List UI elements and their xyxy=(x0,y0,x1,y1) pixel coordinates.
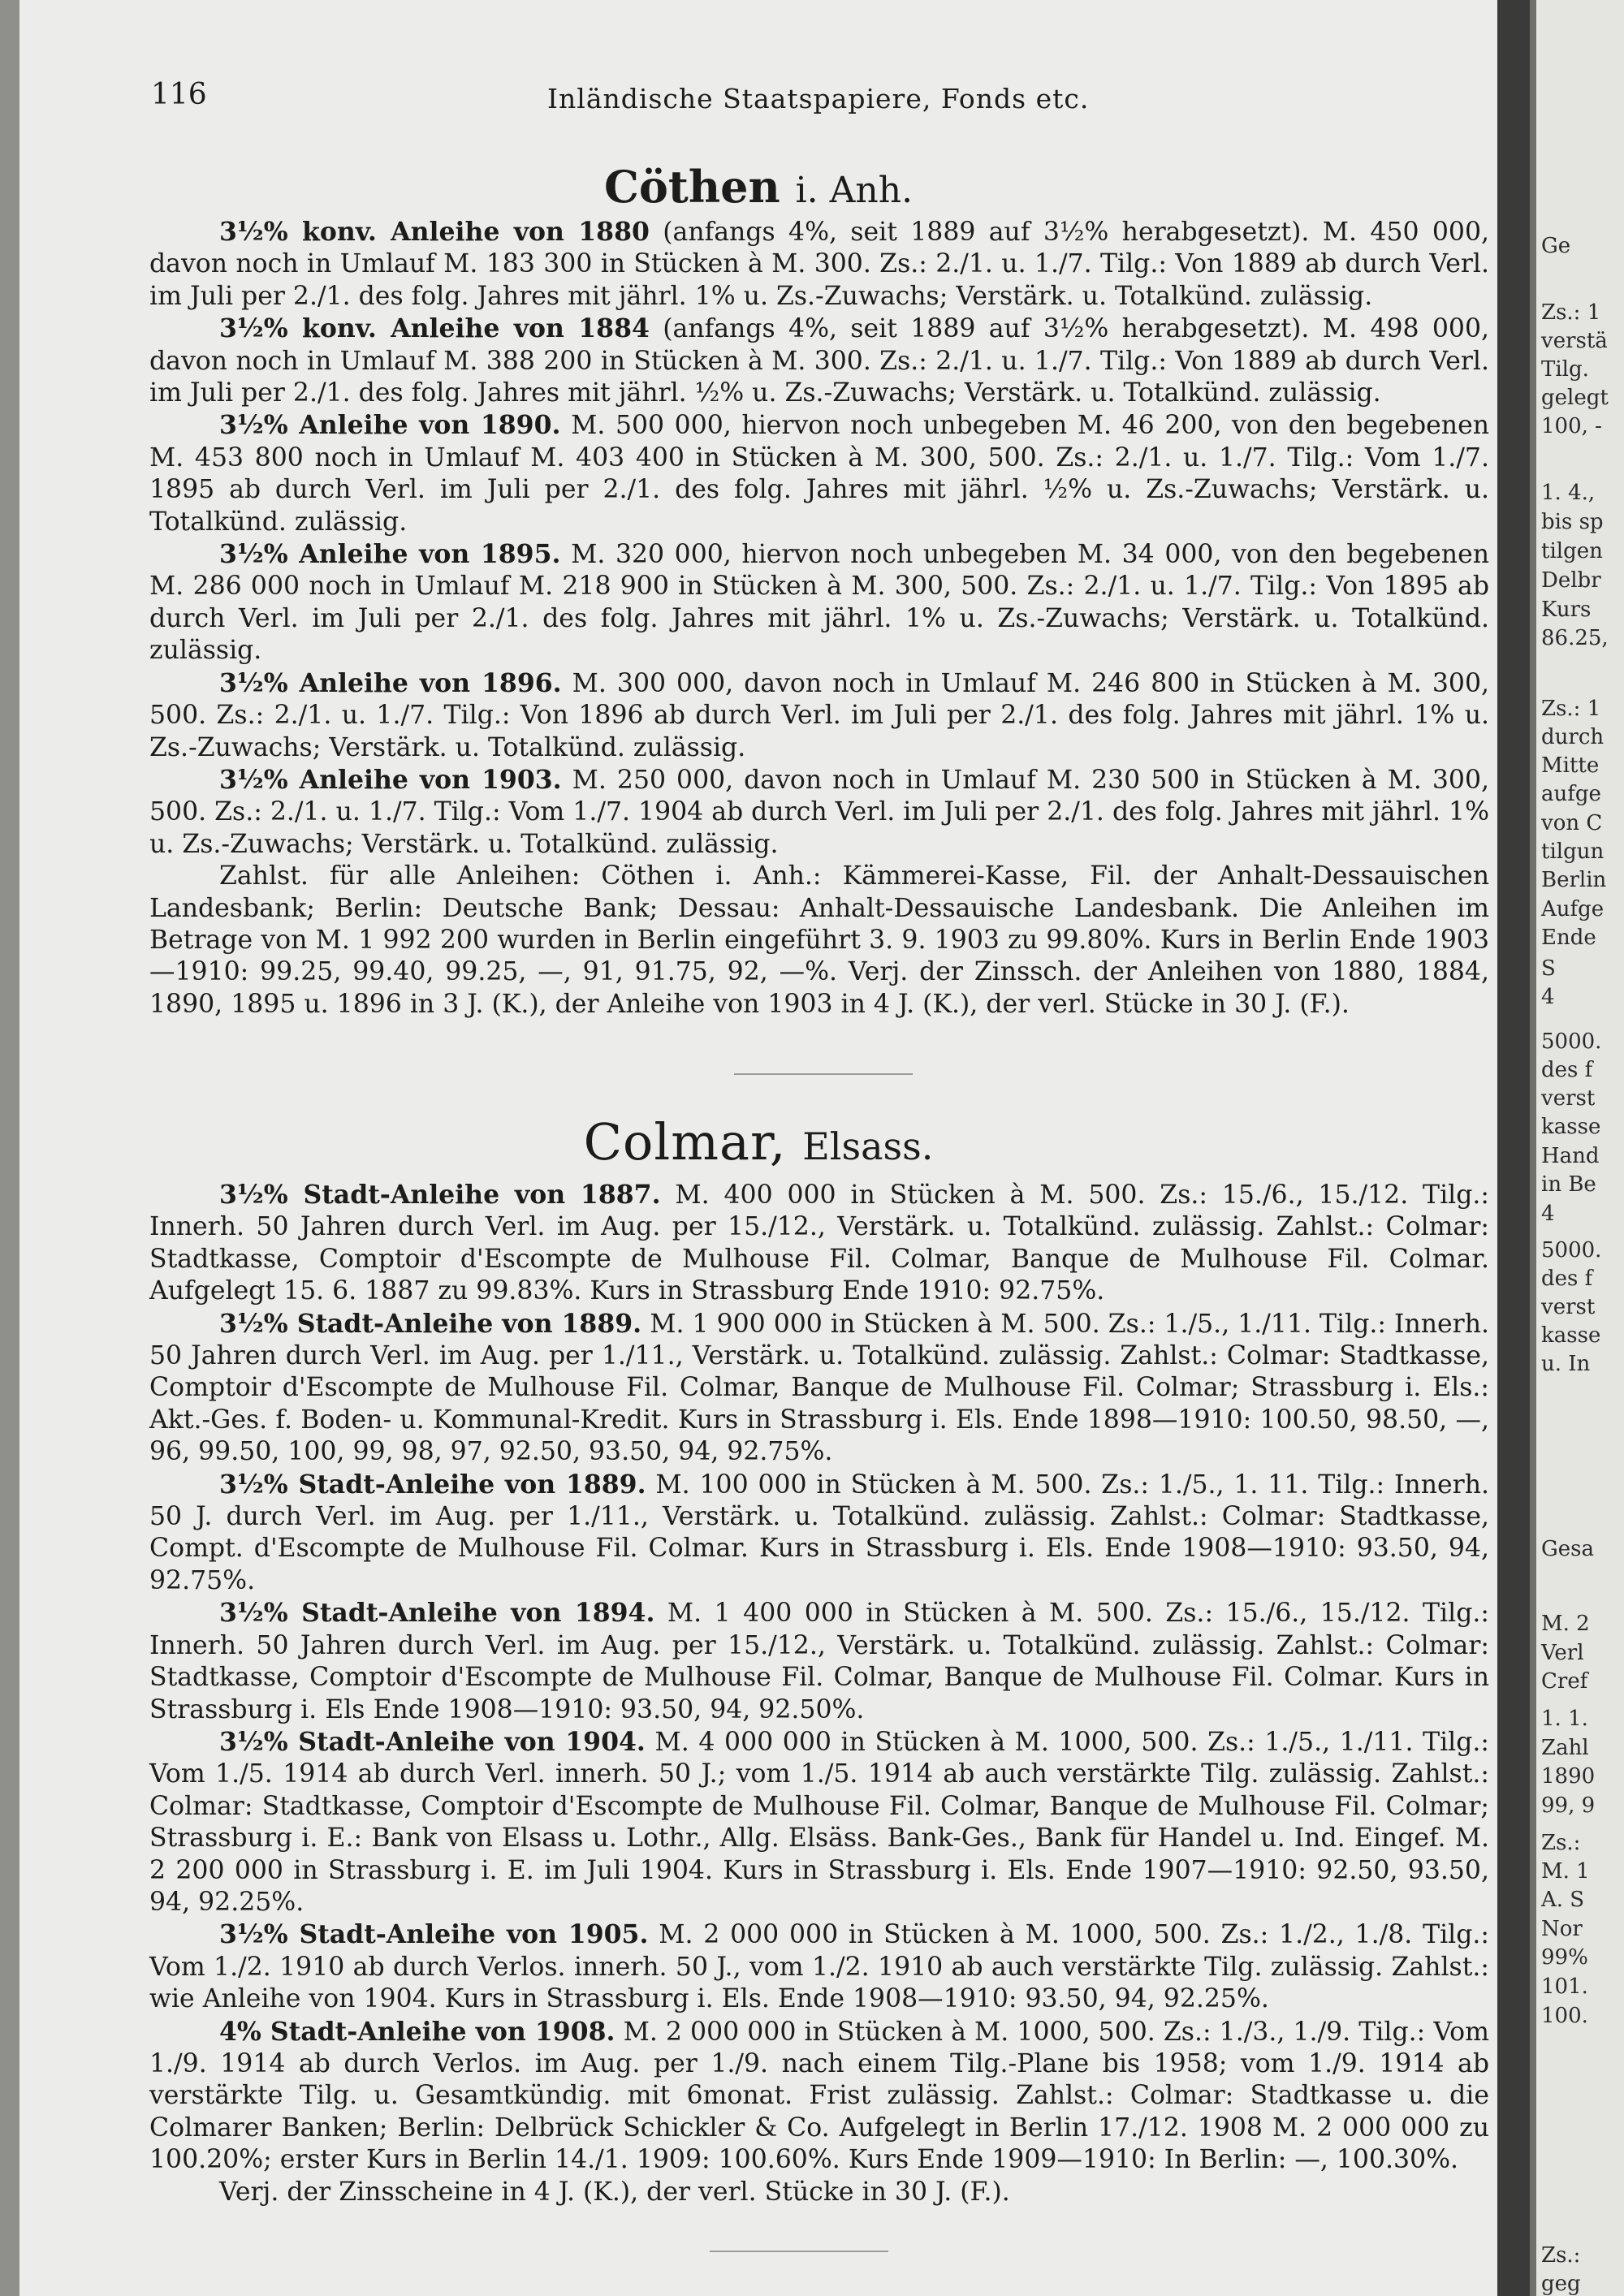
loan-text: M. 300 000, davon noch in Umlauf M. 246 800 in Stücken à M. 300, 500. Zs.: 2./1. u. 1./7. Tilg.: Von 1896 ab durch Verl. im Juli per 2./1. des folg. Jahres mit jährl. 1% u. Zs.-Zuwachs; Verstärk. u. Totalkünd. zulässig. xyxy=(149,668,1490,762)
running-title: Inländische Staatspapiere, Fonds etc. xyxy=(547,83,1090,114)
facing-page-fragment-line: 5000. xyxy=(1541,1238,1602,1262)
facing-page-fragment-line: Ende xyxy=(1541,926,1596,950)
facing-page-fragment-line: 86.25, xyxy=(1541,626,1609,650)
section-title-coethen xyxy=(19,161,1497,213)
book-page xyxy=(19,0,1497,2296)
loan-heading: Stadt-Anleihe von 1908. xyxy=(270,2016,615,2047)
facing-page-fragment-line: tilgen xyxy=(1541,539,1603,563)
loan-heading: Stadt-Anleihe von 1889. xyxy=(296,1308,642,1339)
loan-entry xyxy=(149,216,1489,313)
loan-text: M. 500 000, hiervon noch unbegeben M. 46 200, von den begebenen M. 453 800 noch in Umlauf M. 403 400 in Stücken à M. 300, 500. Zs.: 2./1. u. 1./7. Tilg.: Vom 1./7. 1895 ab durch Verl. im Juli per 2./1. des folg. Jahres mit jährl. ½% u. Zs.-Zuwachs; Verstärk. u. Totalkünd. zulässig. xyxy=(149,411,1490,537)
loan-text: (anfangs 4%, seit 1889 auf 3½% herabgesetzt). M. 450 000, davon noch in Umlauf M. 183 300 in Stücken à M. 300. Zs.: 2./1. u. 1./7. Tilg.: Von 1889 ab durch Verl. im Juli per 2./1. des folg. Jahres mit jährl. 1% u. Zs.-Zuwachs; Verstärk. u. Totalkünd. zulässig. xyxy=(149,218,1490,311)
loan-rate: 4% xyxy=(219,2016,261,2047)
section-note: Verj. der Zinsscheine in 4 J. (K.), der verl. Stücke in 30 J. (F.). xyxy=(219,2177,1010,2207)
loan-entry xyxy=(149,1597,1489,1726)
loan-entry xyxy=(149,1179,1489,1308)
facing-page-fragment-line: verstä xyxy=(1541,329,1608,353)
facing-page-fragment-line: aufge xyxy=(1541,782,1601,806)
loan-heading: Anleihe von 1903. xyxy=(299,764,562,795)
facing-page-fragment-line: Zs.: xyxy=(1541,1831,1581,1855)
facing-page-fragment-line: Kurs xyxy=(1541,598,1592,622)
facing-page-fragment xyxy=(1536,0,1624,2296)
loan-text: M. 400 000 in Stücken à M. 500. Zs.: 15./6., 15./12. Tilg.: Innerh. 50 Jahren durch Verl. im Aug. per 15./12., Verstärk. u. Totalkünd. zulässig. Zahlst.: Colmar: Stadtkasse, Comptoir d'Escompte de Mulhouse Fil. Colmar, Banque de Mulhouse Fil. Colmar. Aufgelegt 15. 6. 1887 zu 99.83%. Kurs in Strassburg Ende 1910: 92.75%. xyxy=(149,1180,1490,1306)
facing-page-fragment-line: 99% xyxy=(1541,1945,1588,1970)
facing-page-fragment-line: Zahl xyxy=(1541,1736,1589,1760)
facing-page-fragment-line: 1. 4., xyxy=(1541,481,1596,505)
facing-page-fragment-line: M. 1 xyxy=(1541,1859,1590,1884)
facing-page-fragment-line: durch xyxy=(1541,725,1605,749)
facing-page-fragment-line: Zs.: 1 xyxy=(1541,300,1601,325)
loan-rate: 3½% xyxy=(219,410,288,441)
facing-page-fragment-line: Verl xyxy=(1541,1641,1584,1665)
facing-page-fragment-line: in Be xyxy=(1541,1172,1596,1197)
loan-heading: konv. Anleihe von 1884 xyxy=(302,313,650,344)
facing-page-fragment-line: Hand xyxy=(1541,1144,1600,1168)
facing-page-fragment-line: Ge xyxy=(1541,234,1571,258)
facing-page-fragment-line: Mitte xyxy=(1541,753,1600,778)
loan-rate: 3½% xyxy=(219,1598,288,1629)
section-divider xyxy=(710,2251,888,2252)
loan-entry xyxy=(149,1726,1489,1918)
facing-page-fragment-line: S xyxy=(1541,956,1556,981)
section-title-name: Colmar, xyxy=(583,1112,787,1172)
facing-page-fragment-line: tilgun xyxy=(1541,839,1605,864)
facing-page-fragment-line: Zs.: xyxy=(1541,2243,1581,2268)
section-title-subtitle: i. Anh. xyxy=(795,170,914,211)
facing-page-fragment-line: 4 xyxy=(1541,985,1555,1009)
loan-rate: 3½% xyxy=(219,667,288,698)
loan-heading: Stadt-Anleihe von 1894. xyxy=(301,1598,655,1629)
facing-page-fragment-line: Nor xyxy=(1541,1917,1583,1941)
loan-text: M. 2 000 000 in Stücken à M. 1000, 500. Zs.: 1./2., 1./8. Tilg.: Vom 1./2. 1910 ab durch Verlos. innerh. 50 J., vom 1./2. 1910 ab auch verstärkte Tilg. zulässig. Zahlst.: wie Anleihe von 1904. Kurs in Strassburg i. Els. Ende 1908—1910: 93.50, 94, 92.25%. xyxy=(149,1920,1490,2014)
loan-rate: 3½% xyxy=(219,1469,288,1500)
facing-page-fragment-line: kasse xyxy=(1541,1323,1601,1348)
loan-entry xyxy=(149,1469,1489,1598)
loan-text: M. 100 000 in Stücken à M. 500. Zs.: 1./5., 1. 11. Tilg.: Innerh. 50 J. durch Verl. im Aug. per 1./11., Verstärk. u. Totalkünd. zulässig. Zahlst.: Colmar: Stadtkasse, Compt. d'Escompte de Mulhouse Fil. Colmar. Kurs in Strassburg i. Els. Ende 1908—1910: 93.50, 94, 92.75%. xyxy=(149,1470,1490,1595)
section-title-subtitle: Elsass. xyxy=(802,1124,934,1168)
facing-page-fragment-line: 4 xyxy=(1541,1202,1555,1226)
loan-rate: 3½% xyxy=(219,1919,288,1950)
loan-entry xyxy=(149,764,1489,861)
facing-page-fragment-line: 99, 9 xyxy=(1541,1793,1596,1818)
loan-rate: 3½% xyxy=(219,1308,288,1339)
loan-entry xyxy=(149,1918,1489,2015)
facing-page-fragment-line: des f xyxy=(1541,1058,1593,1082)
page-number: 116 xyxy=(151,78,207,111)
facing-page-fragment-line: M. 2 xyxy=(1541,1612,1590,1636)
loan-text: M. 4 000 000 in Stücken à M. 1000, 500. Zs.: 1./5., 1./11. Tilg.: Vom 1./5. 1914 ab durch Verl. innerh. 50 J.; vom 1./5. 1914 ab auch verstärkte Tilg. zulässig. Zahlst.: Colmar: Stadtkasse, Comptoir d'Escompte de Mulhouse Fil. Colmar, Banque de Mulhouse Fil. Colmar; Strassburg i. E.: Bank von Elsass u. Lothr., Allg. Elsäss. Bank-Ges., Bank für Handel u. Ind. Eingef. M. 2 200 000 in Strassburg i. E. im Juli 1904. Kurs in Strassburg i. Els. Ende 1907—1910: 92.50, 93.50, 94, 92.25%. xyxy=(149,1727,1490,1917)
facing-page-fragment-line: verst xyxy=(1541,1086,1596,1111)
loan-text: M. 1 400 000 in Stücken à M. 500. Zs.: 15./6., 15./12. Tilg.: Innerh. 50 Jahren durch Verl. im Aug. per 15./12., Verstärk. u. Totalkünd. zulässig. Zahlst.: Colmar: Stadtkasse, Comptoir d'Escompte de Mulhouse Fil. Colmar, Banque de Mulhouse Fil. Colmar. Kurs in Strassburg i. Els Ende 1908—1910: 93.50, 94, 92.50%. xyxy=(149,1599,1489,1724)
facing-page-fragment-line: Berlin xyxy=(1541,868,1607,892)
loan-rate: 3½% xyxy=(219,1180,288,1210)
loan-heading: Stadt-Anleihe von 1887. xyxy=(303,1180,661,1210)
facing-page-fragment-line: von C xyxy=(1541,811,1603,835)
facing-page-fragment-line: u. In xyxy=(1541,1352,1591,1376)
loan-heading: Stadt-Anleihe von 1905. xyxy=(299,1919,649,1950)
facing-page-fragment-line: Tilg. xyxy=(1541,357,1589,382)
loan-entry xyxy=(149,538,1489,667)
facing-page-fragment-line: 100, - xyxy=(1541,414,1602,438)
scan-left-edge xyxy=(0,0,19,2296)
facing-page-fragment-line: geg xyxy=(1541,2272,1581,2296)
facing-page-fragment-line: Delbr xyxy=(1541,568,1601,593)
loan-text: M. 320 000, hiervon noch unbegeben M. 34 000, von den begebenen M. 286 000 noch in Umlauf M. 218 900 in Stücken à M. 300, 500. Zs.: 2./1. u. 1./7. Tilg.: Von 1895 ab durch Verl. im Juli per 2./1. des folg. Jahres mit jährl. 1% u. Zs.-Zuwachs; Verstärk. u. Totalkünd. zulässig. xyxy=(149,540,1490,666)
loan-heading: Anleihe von 1895. xyxy=(299,539,561,570)
loan-rate: 3½% xyxy=(219,539,288,570)
loan-heading: Anleihe von 1896. xyxy=(299,667,562,698)
loan-heading: Stadt-Anleihe von 1889. xyxy=(298,1469,646,1500)
facing-page-fragment-line: 1890 xyxy=(1541,1764,1596,1789)
facing-page-fragment-line: kasse xyxy=(1541,1115,1601,1139)
loan-entry xyxy=(149,667,1489,764)
facing-page-fragment-line: Zs.: 1 xyxy=(1541,697,1601,721)
section-title-name: Cöthen xyxy=(603,161,780,213)
loan-text: (anfangs 4%, seit 1889 auf 3½% herabgesetzt). M. 498 000, davon noch in Umlauf M. 388 200 in Stücken à M. 300. Zs.: 2./1. u. 1./7. Tilg.: Von 1889 ab durch Verl. im Juli per 2./1. des folg. Jahres mit jährl. ½% u. Zs.-Zuwachs; Verstärk. u. Totalkünd. zulässig. xyxy=(149,314,1490,408)
facing-page-fragment-line: Gesa xyxy=(1541,1537,1594,1561)
loan-rate: 3½% xyxy=(219,764,288,795)
loan-entry xyxy=(149,2016,1489,2177)
facing-page-fragment-line: bis sp xyxy=(1541,510,1604,534)
facing-page-fragment-line: gelegt xyxy=(1541,386,1609,410)
loan-text: M. 2 000 000 in Stücken à M. 1000, 500. Zs.: 1./3., 1./9. Tilg.: Vom 1./9. 1914 ab durch Verlos. im Aug. per 1./9. nach einem Tilg.-Plane bis 1958; vom 1./9. 1914 ab verstärkte Tilg. u. Gesamtkündig. mit 6monat. Frist zulässig. Zahlst.: Colmar: Stadtkasse u. die Colmarer Banken; Berlin: Delbrück Schickler & Co. Aufgelegt in Berlin 17./12. 1908 M. 2 000 000 zu 100.20%; erster Kurs in Berlin 14./1. 1909: 100.60%. Kurs Ende 1909—1910: In Berlin: —, 100.30%. xyxy=(149,2017,1490,2175)
loan-text: M. 250 000, davon noch in Umlauf M. 230 500 in Stücken à M. 300, 500. Zs.: 2./1. u. 1./7. Tilg.: Vom 1./7. 1904 ab durch Verl. im Juli per 2./1. des folg. Jahres mit jährl. 1% u. Zs.-Zuwachs; Verstärk. u. Totalkünd. zulässig. xyxy=(149,765,1490,859)
loan-text: M. 1 900 000 in Stücken à M. 500. Zs.: 1./5., 1./11. Tilg.: Innerh. 50 Jahren durch Verl. im Aug. per 1./11., Verstärk. u. Totalkünd. zulässig. Zahlst.: Colmar: Stadtkasse, Comptoir d'Escompte de Mulhouse Fil. Colmar, Banque de Mulhouse Fil. Colmar; Strassburg i. Els.: Akt.-Ges. f. Boden- u. Kommunal-Kredit. Kurs in Strassburg i. Els. Ende 1898—1910: 100.50, 98.50, —, 96, 99.50, 100, 99, 98, 97, 92.50, 93.50, 94, 92.75%. xyxy=(149,1309,1490,1467)
loan-entry xyxy=(149,409,1489,538)
loan-rate: 3½% xyxy=(219,217,288,247)
loan-rate: 3½% xyxy=(219,313,288,344)
facing-page-fragment-line: 1. 1. xyxy=(1541,1707,1588,1731)
facing-page-fragment-line: Cref xyxy=(1541,1669,1588,1694)
facing-page-fragment-line: Aufge xyxy=(1541,897,1605,921)
section-divider xyxy=(734,1073,913,1075)
section-colmar-body xyxy=(149,1179,1489,2208)
loan-heading: konv. Anleihe von 1880 xyxy=(302,217,650,247)
section-note: Zahlst. für alle Anleihen: Cöthen i. Anh.: Kämmerei-Kasse, Fil. der Anhalt-Dessauischen Landesbank; Berlin: Deutsche Bank; Dessau: Anhalt-Dessauische Landesbank. Die Anleihen im Betrage von M. 1 992 200 wurden in Berlin eingeführt 3. 9. 1903 zu 99.80%. Kurs in Berlin Ende 1903—1910: 99.25, 99.40, 99.25, —, 91, 91.75, 92, —%. Verj. der Zinssch. der Anleihen von 1880, 1884, 1890, 1895 u. 1896 in 3 J. (K.), der Anleihe von 1903 in 4 J. (K.), der verl. Stücke in 30 J. (F.). xyxy=(149,861,1489,1019)
facing-page-fragment-line: 101. xyxy=(1541,1974,1588,1999)
loan-heading: Anleihe von 1890. xyxy=(299,410,561,441)
book-spine-shadow xyxy=(1497,0,1530,2296)
facing-page-fragment-line: A. S xyxy=(1541,1888,1585,1912)
facing-page-fragment-line: des f xyxy=(1541,1267,1593,1291)
book-spine-edge xyxy=(1530,0,1536,2296)
section-title-colmar xyxy=(19,1112,1497,1172)
page-header xyxy=(19,78,1497,114)
loan-heading: Stadt-Anleihe von 1904. xyxy=(298,1726,646,1757)
loan-entry xyxy=(149,313,1489,409)
facing-page-fragment-line: 5000. xyxy=(1541,1029,1602,1054)
facing-page-fragment-line: verst xyxy=(1541,1295,1596,1319)
section-coethen-body xyxy=(149,216,1489,1021)
loan-entry xyxy=(149,1308,1489,1469)
loan-rate: 3½% xyxy=(219,1726,288,1757)
facing-page-fragment-line: 100. xyxy=(1541,2004,1588,2028)
